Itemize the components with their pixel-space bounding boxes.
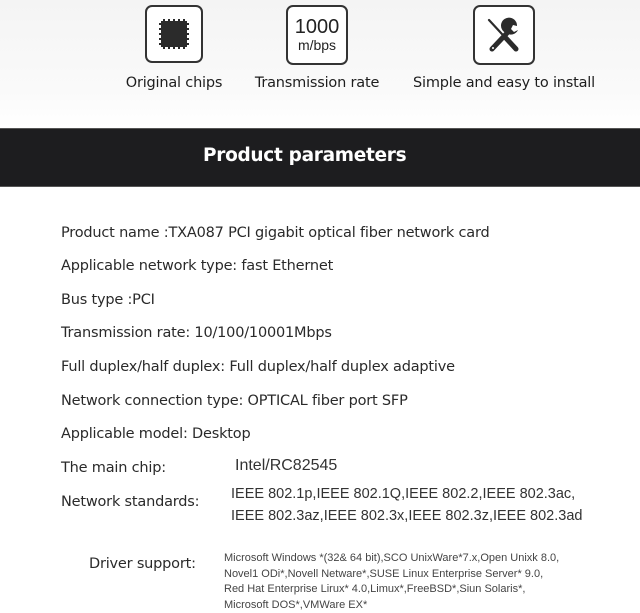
driver-line: Microsoft DOS*,VMWare EX* <box>224 598 559 613</box>
param-bus-type: Bus type :PCI <box>61 292 155 308</box>
features-section <box>0 0 640 128</box>
feature-transmission-rate <box>250 0 384 91</box>
section-banner <box>0 128 640 187</box>
param-connection-type: Network connection type: OPTICAL fiber port SFP <box>61 393 408 409</box>
section-title: Product parameters <box>203 145 406 166</box>
network-standards-line-2: IEEE 802.3az,IEEE 802.3x,IEEE 802.3z,IEEE 802.3ad <box>231 508 582 524</box>
speed-badge-icon <box>286 5 348 65</box>
main-chip-value: Intel/RC82545 <box>235 457 337 475</box>
rate-unit: m/bps <box>295 37 340 53</box>
driver-line: Red Hat Enterprise Lirux* 4.0,Limux*,FreeBSD*,Siun Solaris*, <box>224 582 559 598</box>
network-standards-line-1: IEEE 802.1p,IEEE 802.1Q,IEEE 802.2,IEEE 802.3ac, <box>231 486 575 502</box>
feature-original-chips <box>116 0 232 91</box>
feature-label: Original chips <box>126 75 223 91</box>
feature-label: Transmission rate <box>255 75 379 91</box>
param-duplex: Full duplex/half duplex: Full duplex/half duplex adaptive <box>61 359 455 375</box>
tools-icon <box>473 5 535 65</box>
feature-easy-install <box>406 0 602 91</box>
driver-line: Novel1 ODi*,Novell Netware*,SUSE Linux Enterprise Server* 9.0, <box>224 567 559 583</box>
main-chip-label: The main chip: <box>61 460 166 476</box>
param-product-name: Product name :TXA087 PCI gigabit optical fiber network card <box>61 225 489 241</box>
param-network-type: Applicable network type: fast Ethernet <box>61 258 333 274</box>
param-transmission-rate: Transmission rate: 10/100/10001Mbps <box>61 325 332 341</box>
network-standards-label: Network standards: <box>61 494 199 510</box>
driver-support-label: Driver support: <box>89 556 196 572</box>
param-applicable-model: Applicable model: Desktop <box>61 426 250 442</box>
driver-support-list <box>224 551 559 613</box>
rate-number: 1000 <box>295 17 340 37</box>
feature-label: Simple and easy to install <box>413 75 595 91</box>
chip-icon <box>145 5 203 63</box>
driver-line: Microsoft Windows *(32& 64 bit),SCO UnixWare*7.x,Open Unixk 8.0, <box>224 551 559 567</box>
